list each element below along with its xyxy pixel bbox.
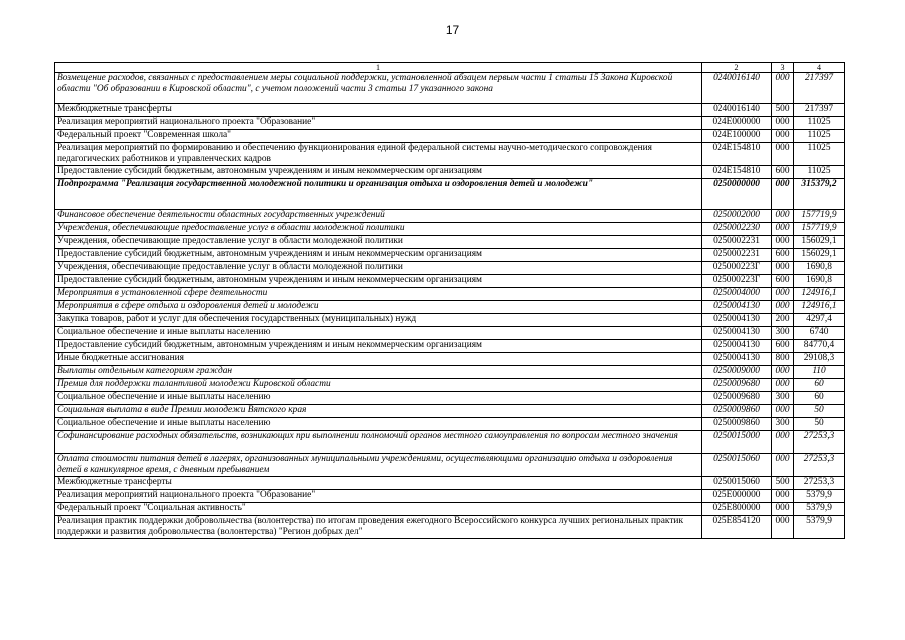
row-amount-cell: 5379,9 (794, 490, 845, 503)
budget-table (54, 62, 845, 539)
row-type-cell: 000 (772, 379, 794, 392)
row-name-cell: Учреждения, обеспечивающие предоставление услуг в области молодежной политики (55, 236, 702, 249)
row-name-cell: Подпрограмма "Реализация государственной молодежной политики и организация отдыха и оздоровления детей и молодежи" (55, 179, 702, 210)
table-row (55, 210, 845, 223)
table-row (55, 405, 845, 418)
row-type-cell: 000 (772, 301, 794, 314)
row-code-cell: 025000223Г (702, 275, 772, 288)
row-amount-cell: 217397 (794, 73, 845, 104)
row-amount-cell: 1690,8 (794, 262, 845, 275)
row-code-cell: 0250004130 (702, 314, 772, 327)
row-type-cell: 000 (772, 262, 794, 275)
row-name-cell: Предоставление субсидий бюджетным, автономным учреждениям и иным некоммерческим организациям (55, 340, 702, 353)
row-code-cell: 0250009000 (702, 366, 772, 379)
table-row (55, 503, 845, 516)
row-code-cell: 025E000000 (702, 490, 772, 503)
table-row (55, 166, 845, 179)
table-row (55, 275, 845, 288)
row-amount-cell: 217397 (794, 104, 845, 117)
row-code-cell: 0250002231 (702, 236, 772, 249)
row-name-cell: Иные бюджетные ассигнования (55, 353, 702, 366)
row-amount-cell: 50 (794, 405, 845, 418)
row-amount-cell: 157719,9 (794, 223, 845, 236)
row-code-cell: 0250002230 (702, 223, 772, 236)
table-row (55, 379, 845, 392)
row-code-cell: 0250009860 (702, 405, 772, 418)
table-row (55, 392, 845, 405)
row-type-cell: 600 (772, 249, 794, 262)
row-code-cell: 0250004130 (702, 353, 772, 366)
row-code-cell: 0250009680 (702, 392, 772, 405)
row-type-cell: 000 (772, 366, 794, 379)
row-type-cell: 000 (772, 223, 794, 236)
row-amount-cell: 27253,3 (794, 454, 845, 477)
row-name-cell: Социальное обеспечение и иные выплаты населению (55, 418, 702, 431)
row-code-cell: 0250004130 (702, 327, 772, 340)
table-row (55, 236, 845, 249)
row-type-cell: 000 (772, 210, 794, 223)
row-amount-cell: 5379,9 (794, 516, 845, 539)
row-amount-cell: 124916,1 (794, 301, 845, 314)
row-name-cell: Учреждения, обеспечивающие предоставление услуг в области молодежной политики (55, 262, 702, 275)
table-row (55, 288, 845, 301)
row-name-cell: Софинансирование расходных обязательств, возникающих при выполнении полномочий органов местного самоуправления по вопросам местного значения (55, 431, 702, 454)
row-type-cell: 500 (772, 477, 794, 490)
row-code-cell: 0250000000 (702, 179, 772, 210)
row-name-cell: Предоставление субсидий бюджетным, автономным учреждениям и иным некоммерческим организациям (55, 275, 702, 288)
row-type-cell: 600 (772, 275, 794, 288)
table-row (55, 314, 845, 327)
table-row (55, 249, 845, 262)
row-name-cell: Реализация практик поддержки добровольчества (волонтерства) по итогам проведения ежегодного Всероссийского конкурса лучших региональных практик поддержки и развития добровольчества (волонтерства) "Регион добрых дел" (55, 516, 702, 539)
row-type-cell: 000 (772, 516, 794, 539)
row-amount-cell: 6740 (794, 327, 845, 340)
budget-table-body (55, 63, 845, 539)
row-type-cell: 000 (772, 236, 794, 249)
table-row (55, 130, 845, 143)
column-number-row (55, 63, 845, 73)
row-name-cell: Межбюджетные трансферты (55, 104, 702, 117)
row-type-cell: 000 (772, 130, 794, 143)
row-amount-cell: 29108,3 (794, 353, 845, 366)
table-row (55, 366, 845, 379)
row-name-cell: Премия для поддержки талантливой молодежи Кировской области (55, 379, 702, 392)
row-name-cell: Социальное обеспечение и иные выплаты населению (55, 327, 702, 340)
column-number-type: 3 (772, 63, 794, 73)
table-row (55, 223, 845, 236)
row-code-cell: 0250015060 (702, 477, 772, 490)
row-code-cell: 0250002000 (702, 210, 772, 223)
table-row (55, 301, 845, 314)
column-number-name: 1 (55, 63, 702, 73)
row-code-cell: 025E800000 (702, 503, 772, 516)
row-amount-cell: 110 (794, 366, 845, 379)
row-amount-cell: 11025 (794, 117, 845, 130)
row-amount-cell: 315379,2 (794, 179, 845, 210)
row-name-cell: Оплата стоимости питания детей в лагерях, организованных муниципальными учреждениями, осуществляющими организацию отдыха и оздоровления детей в каникулярное время, с дневным пребыванием (55, 454, 702, 477)
row-code-cell: 0250009680 (702, 379, 772, 392)
table-row (55, 516, 845, 539)
row-type-cell: 300 (772, 418, 794, 431)
table-row (55, 477, 845, 490)
row-amount-cell: 60 (794, 392, 845, 405)
row-type-cell: 000 (772, 73, 794, 104)
row-type-cell: 300 (772, 327, 794, 340)
row-amount-cell: 11025 (794, 130, 845, 143)
row-code-cell: 025000223Г (702, 262, 772, 275)
row-type-cell: 000 (772, 117, 794, 130)
row-name-cell: Реализация мероприятий национального проекта "Образование" (55, 117, 702, 130)
row-code-cell: 0250015000 (702, 431, 772, 454)
table-row (55, 431, 845, 454)
row-name-cell: Возмещение расходов, связанных с предоставлением меры социальной поддержки, установленной абзацем первым части 1 статьи 15 Закона Кировской области "Об образовании в Кировской области", с учетом положений части 3 статьи 17 указанного закона (55, 73, 702, 104)
row-amount-cell: 4297,4 (794, 314, 845, 327)
row-name-cell: Мероприятия в сфере отдыха и оздоровления детей и молодежи (55, 301, 702, 314)
row-amount-cell: 156029,1 (794, 236, 845, 249)
row-name-cell: Федеральный проект "Современная школа" (55, 130, 702, 143)
row-name-cell: Реализация мероприятий по формированию и обеспечению функционирования единой федеральной системы научно-методического сопровождения педагогических работников и управленческих кадров (55, 143, 702, 166)
row-type-cell: 600 (772, 166, 794, 179)
row-type-cell: 600 (772, 340, 794, 353)
column-number-code: 2 (702, 63, 772, 73)
row-amount-cell: 27253,3 (794, 431, 845, 454)
row-type-cell: 000 (772, 288, 794, 301)
table-row (55, 143, 845, 166)
row-name-cell: Выплаты отдельным категориям граждан (55, 366, 702, 379)
row-code-cell: 025E854120 (702, 516, 772, 539)
row-code-cell: 024E154810 (702, 143, 772, 166)
column-number-amount: 4 (794, 63, 845, 73)
row-type-cell: 500 (772, 104, 794, 117)
table-row (55, 179, 845, 210)
row-code-cell: 024E000000 (702, 117, 772, 130)
row-code-cell: 0250004000 (702, 288, 772, 301)
table-row (55, 353, 845, 366)
row-name-cell: Межбюджетные трансферты (55, 477, 702, 490)
table-row (55, 117, 845, 130)
row-amount-cell: 124916,1 (794, 288, 845, 301)
row-name-cell: Предоставление субсидий бюджетным, автономным учреждениям и иным некоммерческим организациям (55, 166, 702, 179)
row-type-cell: 300 (772, 392, 794, 405)
row-name-cell: Мероприятия в установленной сфере деятельности (55, 288, 702, 301)
row-code-cell: 0240016140 (702, 104, 772, 117)
row-code-cell: 024E100000 (702, 130, 772, 143)
row-amount-cell: 27253,3 (794, 477, 845, 490)
row-type-cell: 800 (772, 353, 794, 366)
row-amount-cell: 60 (794, 379, 845, 392)
row-code-cell: 0250004130 (702, 301, 772, 314)
page-number: 17 (445, 23, 460, 37)
row-type-cell: 000 (772, 179, 794, 210)
table-row (55, 73, 845, 104)
row-name-cell: Учреждения, обеспечивающие предоставление услуг в области молодежной политики (55, 223, 702, 236)
row-type-cell: 000 (772, 454, 794, 477)
row-type-cell: 000 (772, 143, 794, 166)
row-amount-cell: 156029,1 (794, 249, 845, 262)
row-amount-cell: 157719,9 (794, 210, 845, 223)
row-name-cell: Закупка товаров, работ и услуг для обеспечения государственных (муниципальных) нужд (55, 314, 702, 327)
row-name-cell: Федеральный проект "Социальная активность" (55, 503, 702, 516)
row-type-cell: 000 (772, 405, 794, 418)
row-code-cell: 0250015060 (702, 454, 772, 477)
row-name-cell: Финансовое обеспечение деятельности областных государственных учреждений (55, 210, 702, 223)
row-amount-cell: 5379,9 (794, 503, 845, 516)
table-row (55, 490, 845, 503)
row-amount-cell: 84770,4 (794, 340, 845, 353)
table-row (55, 262, 845, 275)
table-row (55, 418, 845, 431)
row-amount-cell: 50 (794, 418, 845, 431)
row-amount-cell: 11025 (794, 166, 845, 179)
row-name-cell: Социальная выплата в виде Премии молодежи Вятского края (55, 405, 702, 418)
table-row (55, 104, 845, 117)
row-code-cell: 0250002231 (702, 249, 772, 262)
row-name-cell: Социальное обеспечение и иные выплаты населению (55, 392, 702, 405)
row-code-cell: 0250004130 (702, 340, 772, 353)
row-code-cell: 0240016140 (702, 73, 772, 104)
row-name-cell: Предоставление субсидий бюджетным, автономным учреждениям и иным некоммерческим организациям (55, 249, 702, 262)
table-row (55, 340, 845, 353)
row-type-cell: 000 (772, 431, 794, 454)
row-amount-cell: 1690,8 (794, 275, 845, 288)
row-amount-cell: 11025 (794, 143, 845, 166)
row-name-cell: Реализация мероприятий национального проекта "Образование" (55, 490, 702, 503)
row-type-cell: 000 (772, 503, 794, 516)
table-row (55, 454, 845, 477)
row-code-cell: 0250009860 (702, 418, 772, 431)
row-type-cell: 200 (772, 314, 794, 327)
row-code-cell: 024E154810 (702, 166, 772, 179)
table-row (55, 327, 845, 340)
row-type-cell: 000 (772, 490, 794, 503)
